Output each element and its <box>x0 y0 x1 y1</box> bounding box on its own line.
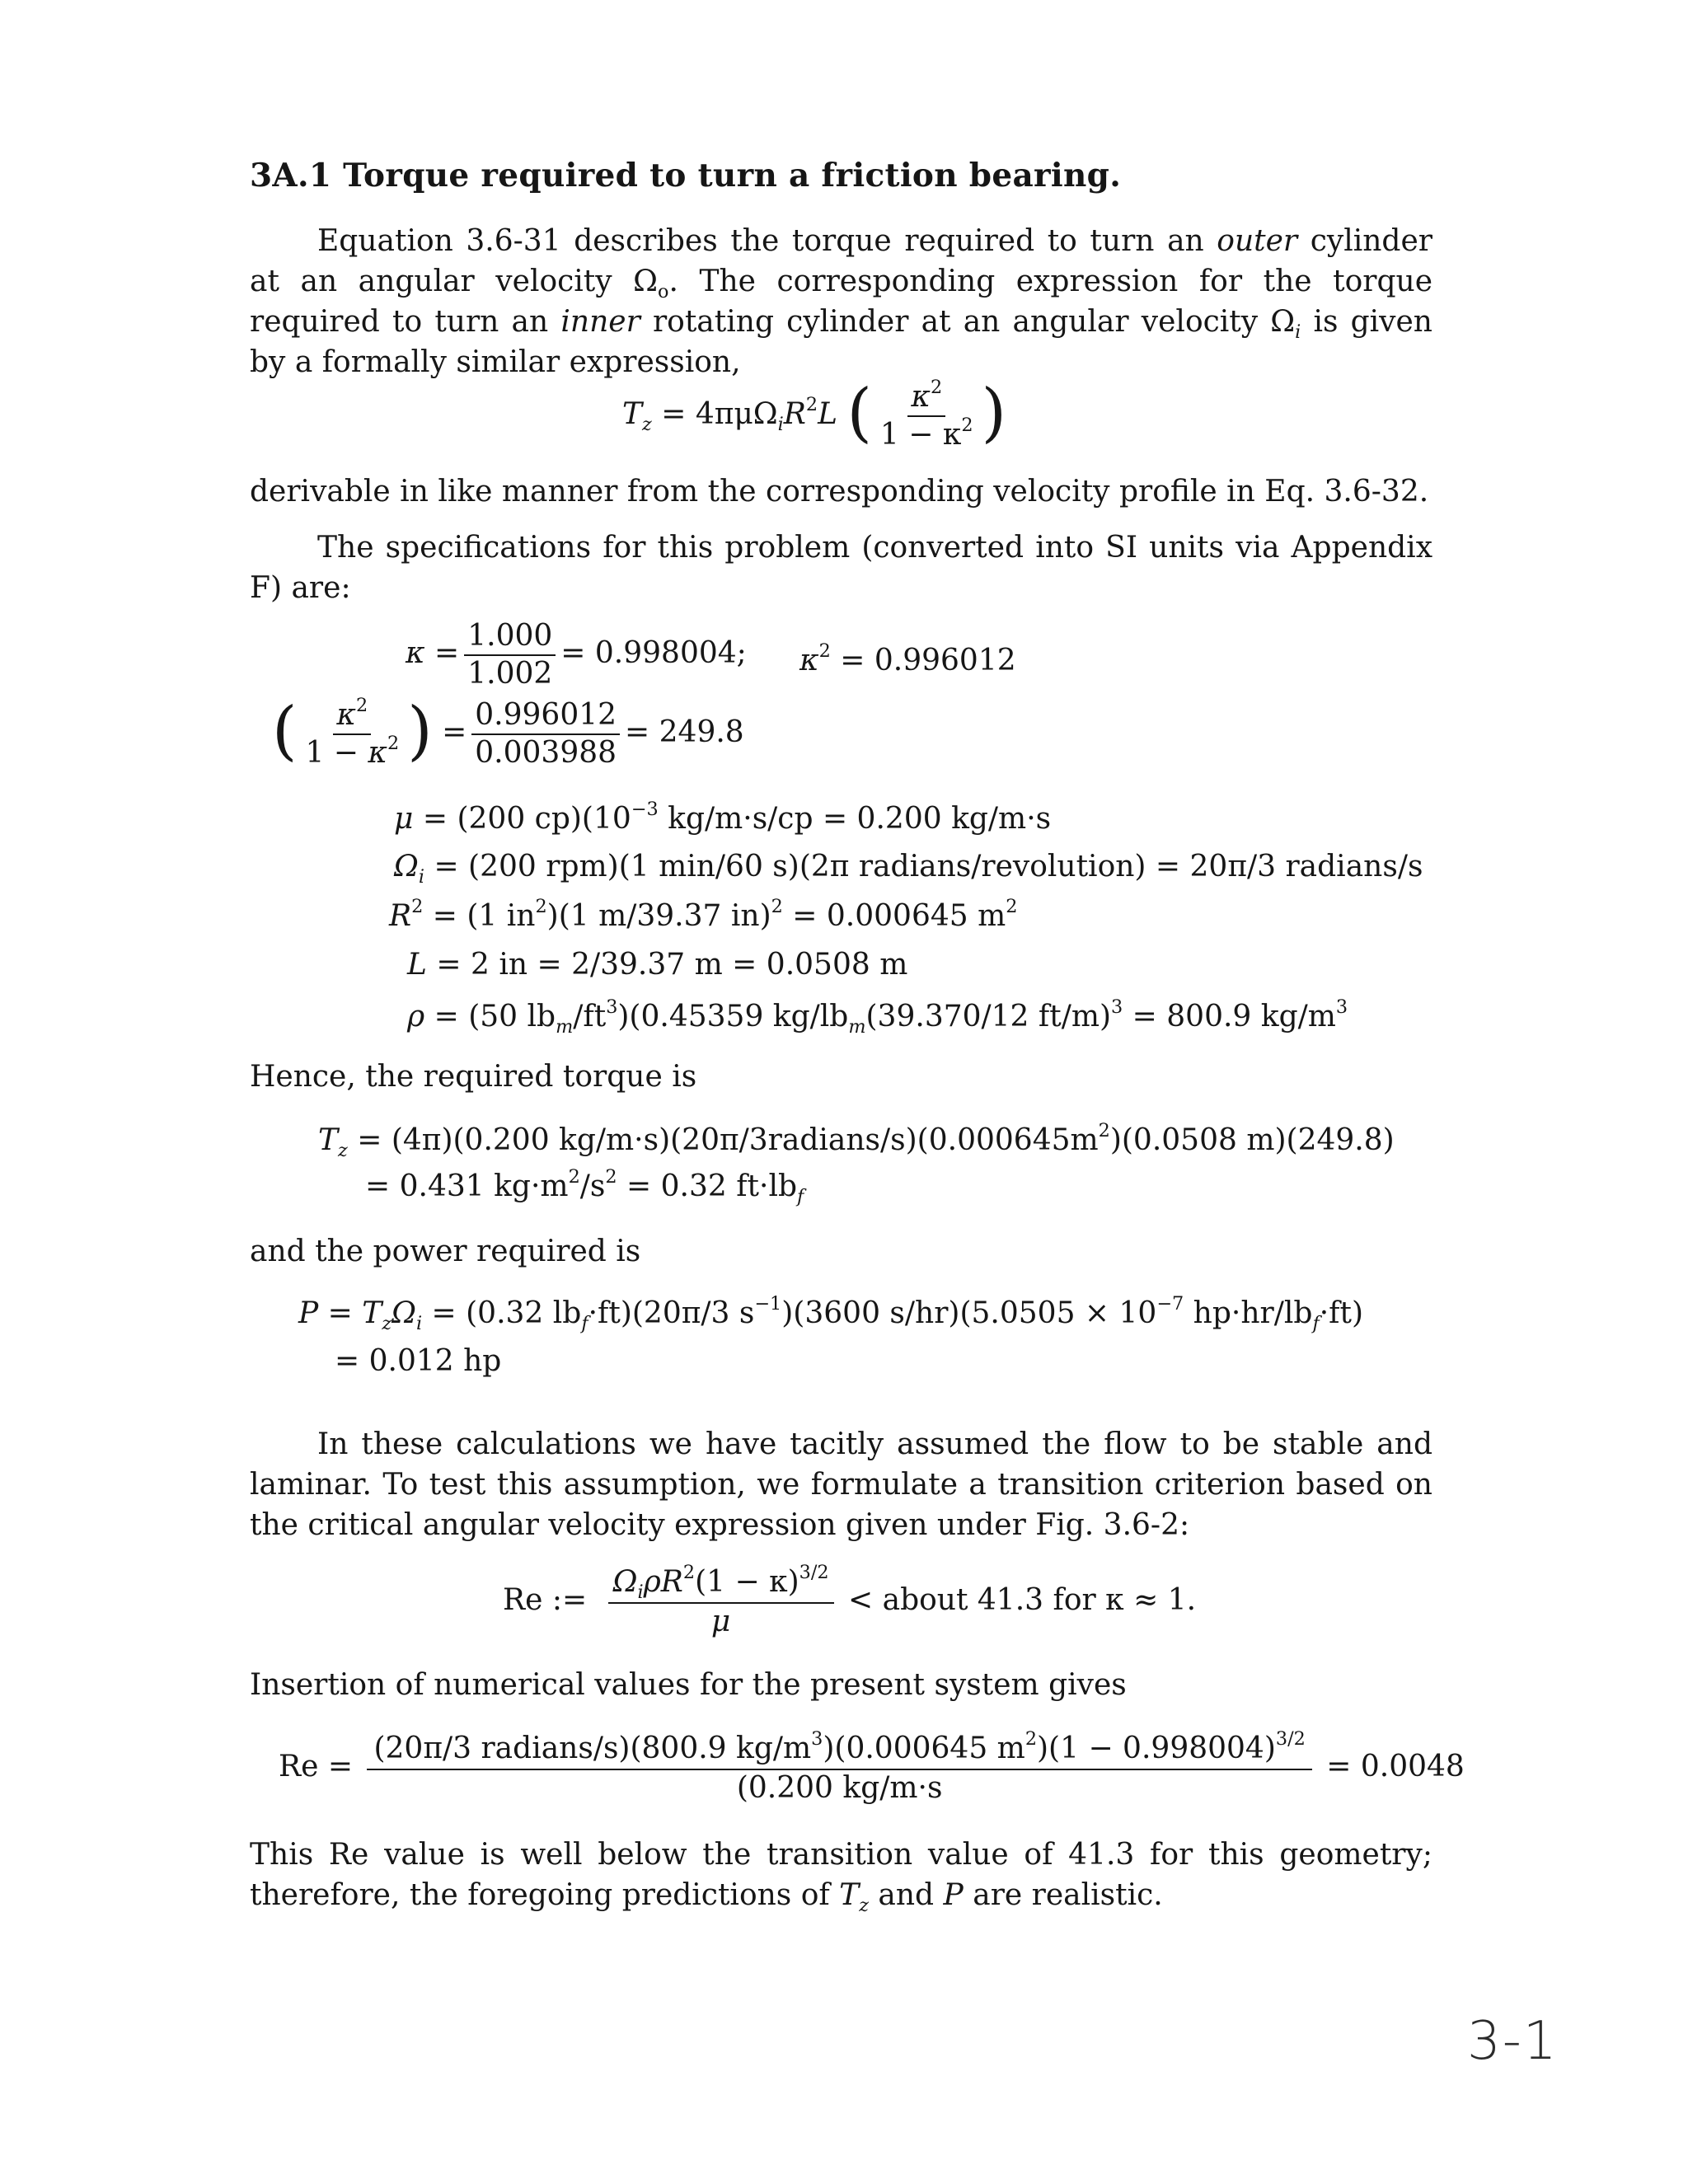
torque-equation: $T_z = 4\pi\mu\Omega_iR^2L$ ( $\frac{\kappa^2}{1 - \kappa^2}$ ) <box>622 376 1007 452</box>
radius-squared-equation: $R^2 = (1$ $in^2)(1$ m/39.37 in)$^2$ = 0.000645 $m^2$ <box>389 895 1018 933</box>
handwritten-page-number: 3-1 <box>1467 2011 1559 2072</box>
stability-paragraph: In these calculations we have tacitly assumed the flow to be stable and laminar. To test this assumption, we formulate a transition criterion based on the critical angular velocity expression given under Fig. 3.6-2: <box>250 1427 1432 1542</box>
torque-intro: Hence, the required torque is <box>250 1060 697 1094</box>
kappa-ratio-equation: ( $\frac{\kappa^2}{1 - \kappa^2}$ ) = $\frac{0.996012}{0.003988}$ = 249.8 <box>272 694 744 770</box>
viscosity-equation: μ = (200 $cp)(10^{-3}$ kg/m·s/cp = 0.200 kg/m·s <box>394 798 1052 836</box>
conclusion-paragraph: This Re value is well below the transition value of 41.3 for this geometry; therefore, the foregoing predictions of $T_z$ and P are realistic. <box>250 1838 1432 1917</box>
derivable-paragraph: derivable in like manner from the corresponding velocity profile in Eq. 3.6-32. <box>250 475 1429 509</box>
torque-calculation-line2: = 0.431 $kg\cdot m^2/s^2 = 0.32$ $ft\cdot lb_f$ <box>365 1165 804 1208</box>
power-calculation-line2: = 0.012 hp <box>335 1344 502 1378</box>
power-calculation-line1: $P = T_z\Omega_i = (0.32$ $lb_f\cdot ft)(20\pi/3$ $s^{-1})(3600$ $s/hr)(5.0505 \times 10^{-7}$ $hp\cdot hr/lb_f\cdot ft$) <box>298 1292 1363 1335</box>
torque-calculation-line1: $T_z = (4\pi)(0.200$ $kg/m\cdot s)(20\pi/3radians/s)(0.000645m^2)(0.0508$ m)(249.8) <box>318 1119 1395 1162</box>
intro-paragraph: Equation 3.6-31 describes the torque required to turn an outer cylinder at an angular velocity $\Omega_o$. The corresponding expression for the torque required to turn an inner rotating cylinder at an angular velocity $\Omega_i$ is given by a formally similar expression, <box>250 224 1433 379</box>
section-heading: 3A.1 Torque required to turn a friction bearing. <box>250 157 1122 194</box>
reynolds-numeric-equation: Re = $\frac{(20\pi/3 radians/s)(800.9 kg/m^3)(0.000645 m^2)(1 - 0.998004)^{3/2}}{(0.200 kg/m\cdot s}$ = 0.0048 <box>279 1727 1465 1805</box>
reynolds-criterion-equation: Re := $\frac{\Omega_i\rho R^2(1 - \kappa)^{3/2}}{\mu}$ < about 41.3 for κ ≈ 1. <box>503 1561 1197 1638</box>
kappa-squared-equation: $\kappa^2 = 0.996012$ <box>799 640 1016 677</box>
specifications-paragraph: The specifications for this problem (converted into SI units via Appendix F) are: <box>250 531 1432 605</box>
length-equation: L = 2 in = 2/39.37 m = 0.0508 m <box>407 948 908 982</box>
density-equation: ρ = (50 $lb_m/ft^3)(0.45359$ $kg/lb_m(39.370/12$ ft/m)$^3$ = 800.9 $kg/m^3$ <box>407 996 1348 1038</box>
angular-velocity-equation: $\Omega_i = (200$ rpm)(1 min/60 s)(2π radians/revolution) = 20π/3 radians/s <box>394 850 1423 888</box>
kappa-equation: κ = $\frac{1.000}{1.002}$ = 0.998004; <box>406 619 747 691</box>
power-intro: and the power required is <box>250 1235 641 1268</box>
insertion-paragraph: Insertion of numerical values for the present system gives <box>250 1668 1127 1702</box>
